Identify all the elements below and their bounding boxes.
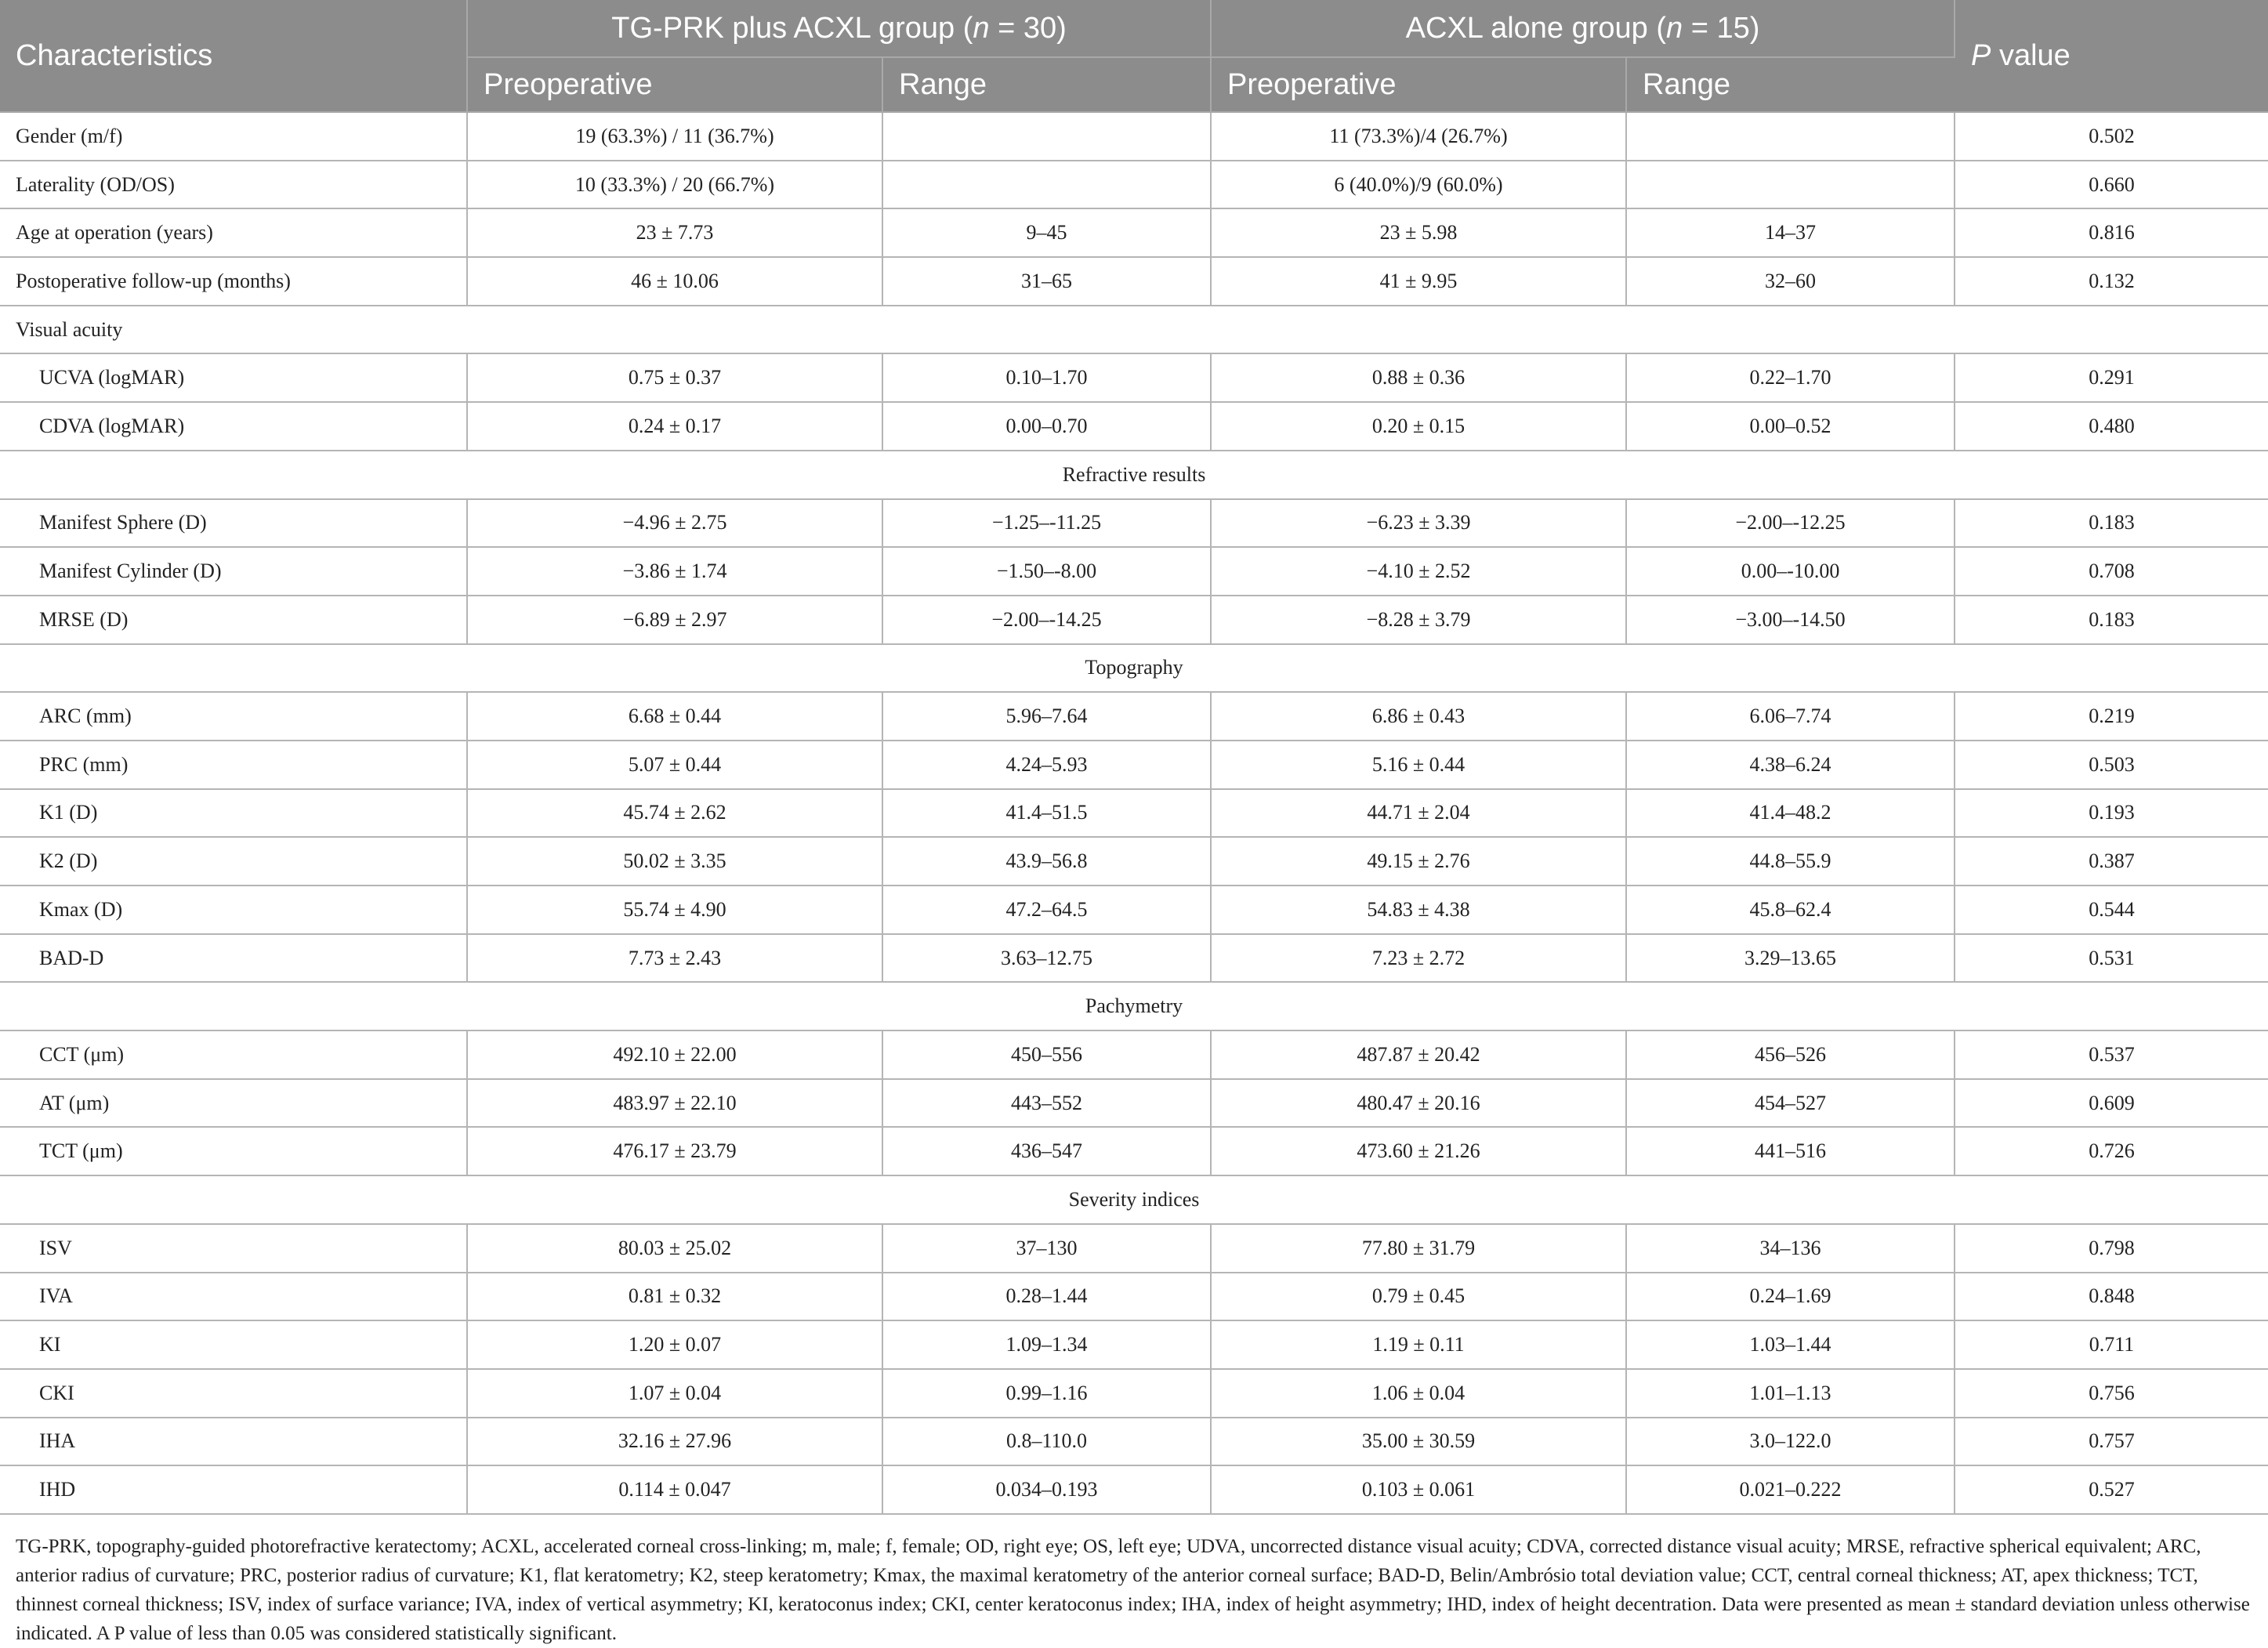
section-heading: Refractive results (0, 451, 2268, 499)
tgprk-range-cell: 443–552 (882, 1079, 1211, 1128)
acxl-range-cell: 0.021–0.222 (1626, 1465, 1955, 1514)
tgprk-range-cell: −1.25–-11.25 (882, 499, 1211, 548)
p-value-cell: 0.503 (1955, 741, 2268, 789)
acxl-range-cell: 4.38–6.24 (1626, 741, 1955, 789)
characteristic-cell: KI (0, 1320, 467, 1369)
acxl-preoperative-cell: 49.15 ± 2.76 (1211, 837, 1626, 886)
tgprk-range-cell: −2.00–-14.25 (882, 596, 1211, 644)
section-row (0, 451, 2268, 499)
p-value-cell: 0.183 (1955, 596, 2268, 644)
tgprk-preoperative-cell: −3.86 ± 1.74 (467, 547, 882, 596)
section-heading: Pachymetry (0, 982, 2268, 1030)
table-row (0, 547, 2268, 596)
acxl-range-cell: 0.24–1.69 (1626, 1273, 1955, 1321)
p-value-cell: 0.480 (1955, 402, 2268, 451)
acxl-range-cell: 0.22–1.70 (1626, 353, 1955, 402)
acxl-range-cell: −2.00–-12.25 (1626, 499, 1955, 548)
header-g1-range: Range (882, 57, 1211, 112)
acxl-preoperative-cell: 0.103 ± 0.061 (1211, 1465, 1626, 1514)
tgprk-preoperative-cell: 19 (63.3%) / 11 (36.7%) (467, 112, 882, 161)
table-row (0, 257, 2268, 306)
tgprk-range-cell: 0.10–1.70 (882, 353, 1211, 402)
section-row (0, 1175, 2268, 1224)
characteristic-cell: K1 (D) (0, 789, 467, 838)
acxl-preoperative-cell: 7.23 ± 2.72 (1211, 934, 1626, 983)
section-row (0, 306, 2268, 354)
acxl-preoperative-cell: 487.87 ± 20.42 (1211, 1030, 1626, 1079)
tgprk-range-cell: 4.24–5.93 (882, 741, 1211, 789)
acxl-range-cell (1626, 112, 1955, 161)
tgprk-preoperative-cell: 0.81 ± 0.32 (467, 1273, 882, 1321)
table-row (0, 1320, 2268, 1369)
tgprk-preoperative-cell: 55.74 ± 4.90 (467, 886, 882, 934)
tgprk-range-cell: −1.50–-8.00 (882, 547, 1211, 596)
header-g2-preoperative: Preoperative (1211, 57, 1626, 112)
table-row (0, 1273, 2268, 1321)
acxl-preoperative-cell: 5.16 ± 0.44 (1211, 741, 1626, 789)
acxl-range-cell: 3.29–13.65 (1626, 934, 1955, 983)
acxl-preoperative-cell: 0.88 ± 0.36 (1211, 353, 1626, 402)
acxl-range-cell: 0.00–-10.00 (1626, 547, 1955, 596)
p-value-cell: 0.132 (1955, 257, 2268, 306)
section-row (0, 982, 2268, 1030)
tgprk-range-cell: 47.2–64.5 (882, 886, 1211, 934)
p-value-cell: 0.609 (1955, 1079, 2268, 1128)
table-row (0, 1079, 2268, 1128)
acxl-range-cell: 456–526 (1626, 1030, 1955, 1079)
p-value-cell: 0.848 (1955, 1273, 2268, 1321)
acxl-preoperative-cell: 1.06 ± 0.04 (1211, 1369, 1626, 1418)
table-row (0, 741, 2268, 789)
table-row (0, 112, 2268, 161)
table-row (0, 886, 2268, 934)
header-g1-preoperative: Preoperative (467, 57, 882, 112)
tgprk-preoperative-cell: 45.74 ± 2.62 (467, 789, 882, 838)
section-heading: Visual acuity (0, 306, 2268, 354)
p-value-cell: 0.711 (1955, 1320, 2268, 1369)
tgprk-range-cell (882, 112, 1211, 161)
tgprk-preoperative-cell: 10 (33.3%) / 20 (66.7%) (467, 161, 882, 209)
header-p-value: P value (1955, 0, 2268, 112)
tgprk-range-cell: 5.96–7.64 (882, 692, 1211, 741)
characteristic-cell: IHD (0, 1465, 467, 1514)
table-row (0, 837, 2268, 886)
characteristic-cell: Gender (m/f) (0, 112, 467, 161)
p-value-cell: 0.527 (1955, 1465, 2268, 1514)
characteristic-cell: Postoperative follow-up (months) (0, 257, 467, 306)
characteristic-cell: IHA (0, 1418, 467, 1466)
tgprk-range-cell: 436–547 (882, 1127, 1211, 1175)
acxl-range-cell (1626, 161, 1955, 209)
characteristic-cell: ISV (0, 1224, 467, 1273)
p-value-cell: 0.387 (1955, 837, 2268, 886)
tgprk-preoperative-cell: 492.10 ± 22.00 (467, 1030, 882, 1079)
table-row (0, 1127, 2268, 1175)
tgprk-range-cell: 31–65 (882, 257, 1211, 306)
characteristic-cell: BAD-D (0, 934, 467, 983)
table-row (0, 596, 2268, 644)
tgprk-preoperative-cell: 46 ± 10.06 (467, 257, 882, 306)
acxl-preoperative-cell: 0.79 ± 0.45 (1211, 1273, 1626, 1321)
p-value-cell: 0.660 (1955, 161, 2268, 209)
p-value-cell: 0.756 (1955, 1369, 2268, 1418)
header-group-tgprk: TG-PRK plus ACXL group (n = 30) (467, 0, 1211, 57)
table-row (0, 1030, 2268, 1079)
characteristic-cell: CKI (0, 1369, 467, 1418)
tgprk-preoperative-cell: 0.24 ± 0.17 (467, 402, 882, 451)
acxl-range-cell: 6.06–7.74 (1626, 692, 1955, 741)
tgprk-range-cell: 0.99–1.16 (882, 1369, 1211, 1418)
header-group-acxl: ACXL alone group (n = 15) (1211, 0, 1955, 57)
acxl-range-cell: 14–37 (1626, 208, 1955, 257)
tgprk-range-cell: 0.00–0.70 (882, 402, 1211, 451)
tgprk-preoperative-cell: 32.16 ± 27.96 (467, 1418, 882, 1466)
tgprk-range-cell: 3.63–12.75 (882, 934, 1211, 983)
acxl-range-cell: 3.0–122.0 (1626, 1418, 1955, 1466)
table-row (0, 161, 2268, 209)
characteristic-cell: CDVA (logMAR) (0, 402, 467, 451)
tgprk-preoperative-cell: 7.73 ± 2.43 (467, 934, 882, 983)
tgprk-range-cell: 43.9–56.8 (882, 837, 1211, 886)
tgprk-range-cell: 450–556 (882, 1030, 1211, 1079)
p-value-cell: 0.544 (1955, 886, 2268, 934)
tgprk-range-cell: 9–45 (882, 208, 1211, 257)
tgprk-preoperative-cell: 5.07 ± 0.44 (467, 741, 882, 789)
characteristic-cell: MRSE (D) (0, 596, 467, 644)
acxl-preoperative-cell: 480.47 ± 20.16 (1211, 1079, 1626, 1128)
table-header (0, 0, 2268, 112)
characteristic-cell: PRC (mm) (0, 741, 467, 789)
table-row (0, 499, 2268, 548)
acxl-preoperative-cell: 35.00 ± 30.59 (1211, 1418, 1626, 1466)
acxl-preoperative-cell: 6.86 ± 0.43 (1211, 692, 1626, 741)
acxl-preoperative-cell: 6 (40.0%)/9 (60.0%) (1211, 161, 1626, 209)
acxl-range-cell: 1.03–1.44 (1626, 1320, 1955, 1369)
table-row (0, 353, 2268, 402)
tgprk-preoperative-cell: 476.17 ± 23.79 (467, 1127, 882, 1175)
p-value-cell: 0.708 (1955, 547, 2268, 596)
table-row (0, 1465, 2268, 1514)
tgprk-preoperative-cell: 50.02 ± 3.35 (467, 837, 882, 886)
acxl-preoperative-cell: 41 ± 9.95 (1211, 257, 1626, 306)
table-row (0, 934, 2268, 983)
acxl-range-cell: −3.00–-14.50 (1626, 596, 1955, 644)
tgprk-preoperative-cell: 80.03 ± 25.02 (467, 1224, 882, 1273)
characteristic-cell: ARC (mm) (0, 692, 467, 741)
tgprk-range-cell: 0.8–110.0 (882, 1418, 1211, 1466)
section-row (0, 644, 2268, 693)
tgprk-preoperative-cell: 23 ± 7.73 (467, 208, 882, 257)
characteristic-cell: UCVA (logMAR) (0, 353, 467, 402)
table-row (0, 208, 2268, 257)
table-body (0, 112, 2268, 1514)
p-value-cell: 0.531 (1955, 934, 2268, 983)
acxl-preoperative-cell: 54.83 ± 4.38 (1211, 886, 1626, 934)
tgprk-preoperative-cell: 0.75 ± 0.37 (467, 353, 882, 402)
acxl-range-cell: 32–60 (1626, 257, 1955, 306)
tgprk-preoperative-cell: 0.114 ± 0.047 (467, 1465, 882, 1514)
acxl-range-cell: 441–516 (1626, 1127, 1955, 1175)
p-value-cell: 0.193 (1955, 789, 2268, 838)
table-row (0, 402, 2268, 451)
acxl-range-cell: 44.8–55.9 (1626, 837, 1955, 886)
p-value-cell: 0.183 (1955, 499, 2268, 548)
characteristic-cell: AT (μm) (0, 1079, 467, 1128)
characteristic-cell: Manifest Cylinder (D) (0, 547, 467, 596)
table-row (0, 789, 2268, 838)
acxl-preoperative-cell: 44.71 ± 2.04 (1211, 789, 1626, 838)
p-value-cell: 0.502 (1955, 112, 2268, 161)
tgprk-preoperative-cell: 483.97 ± 22.10 (467, 1079, 882, 1128)
p-value-cell: 0.291 (1955, 353, 2268, 402)
acxl-preoperative-cell: 473.60 ± 21.26 (1211, 1127, 1626, 1175)
tgprk-preoperative-cell: −4.96 ± 2.75 (467, 499, 882, 548)
acxl-range-cell: 1.01–1.13 (1626, 1369, 1955, 1418)
acxl-range-cell: 45.8–62.4 (1626, 886, 1955, 934)
tgprk-preoperative-cell: 6.68 ± 0.44 (467, 692, 882, 741)
p-value-cell: 0.798 (1955, 1224, 2268, 1273)
characteristic-cell: CCT (μm) (0, 1030, 467, 1079)
table-row (0, 1224, 2268, 1273)
acxl-preoperative-cell: 23 ± 5.98 (1211, 208, 1626, 257)
table-row (0, 692, 2268, 741)
tgprk-range-cell (882, 161, 1211, 209)
characteristic-cell: Kmax (D) (0, 886, 467, 934)
characteristic-cell: K2 (D) (0, 837, 467, 886)
characteristic-cell: Age at operation (years) (0, 208, 467, 257)
acxl-range-cell: 454–527 (1626, 1079, 1955, 1128)
header-characteristics: Characteristics (0, 0, 467, 112)
section-heading: Severity indices (0, 1175, 2268, 1224)
tgprk-range-cell: 41.4–51.5 (882, 789, 1211, 838)
acxl-range-cell: 41.4–48.2 (1626, 789, 1955, 838)
acxl-preoperative-cell: 11 (73.3%)/4 (26.7%) (1211, 112, 1626, 161)
acxl-preoperative-cell: 77.80 ± 31.79 (1211, 1224, 1626, 1273)
tgprk-range-cell: 0.034–0.193 (882, 1465, 1211, 1514)
tgprk-range-cell: 37–130 (882, 1224, 1211, 1273)
acxl-preoperative-cell: 0.20 ± 0.15 (1211, 402, 1626, 451)
acxl-preoperative-cell: −8.28 ± 3.79 (1211, 596, 1626, 644)
p-value-cell: 0.816 (1955, 208, 2268, 257)
p-value-cell: 0.219 (1955, 692, 2268, 741)
tgprk-preoperative-cell: 1.07 ± 0.04 (467, 1369, 882, 1418)
table-footnote: TG-PRK, topography-guided photorefractive keratectomy; ACXL, accelerated corneal cross-linking; m, male; f, female; OD, right eye; OS, left eye; UDVA, uncorrected distance visual acuity; CDVA, corrected distance visual acuity; MRSE, refractive spherical equivalent; ARC, anterior radius of curvature; PRC, posterior radius of curvature; K1, flat keratometry; K2, steep keratometry; Kmax, the maximal keratometry of the anterior corneal surface; BAD-D, Belin/Ambrósio total deviation value; CCT, central corneal thickness; AT, apex thickness; TCT, thinnest corneal thickness; ISV, index of surface variance; IVA, index of vertical asymmetry; KI, keratoconus index; CKI, center keratoconus index; IHA, index of height asymmetry; IHD, index of height decentration. Data were presented as mean ± standard deviation unless otherwise indicated. A P value of less than 0.05 was considered statistically significant. (16, 1535, 2250, 1644)
section-heading: Topography (0, 644, 2268, 693)
p-value-cell: 0.537 (1955, 1030, 2268, 1079)
tgprk-preoperative-cell: 1.20 ± 0.07 (467, 1320, 882, 1369)
acxl-preoperative-cell: −4.10 ± 2.52 (1211, 547, 1626, 596)
characteristic-cell: IVA (0, 1273, 467, 1321)
p-value-cell: 0.757 (1955, 1418, 2268, 1466)
p-value-cell: 0.726 (1955, 1127, 2268, 1175)
acxl-range-cell: 34–136 (1626, 1224, 1955, 1273)
tgprk-range-cell: 1.09–1.34 (882, 1320, 1211, 1369)
table-row (0, 1369, 2268, 1418)
characteristic-cell: Laterality (OD/OS) (0, 161, 467, 209)
table-row (0, 1418, 2268, 1466)
characteristic-cell: Manifest Sphere (D) (0, 499, 467, 548)
characteristic-cell: TCT (μm) (0, 1127, 467, 1175)
tgprk-preoperative-cell: −6.89 ± 2.97 (467, 596, 882, 644)
acxl-range-cell: 0.00–0.52 (1626, 402, 1955, 451)
tgprk-range-cell: 0.28–1.44 (882, 1273, 1211, 1321)
header-g2-range: Range (1626, 57, 1955, 112)
acxl-preoperative-cell: −6.23 ± 3.39 (1211, 499, 1626, 548)
acxl-preoperative-cell: 1.19 ± 0.11 (1211, 1320, 1626, 1369)
